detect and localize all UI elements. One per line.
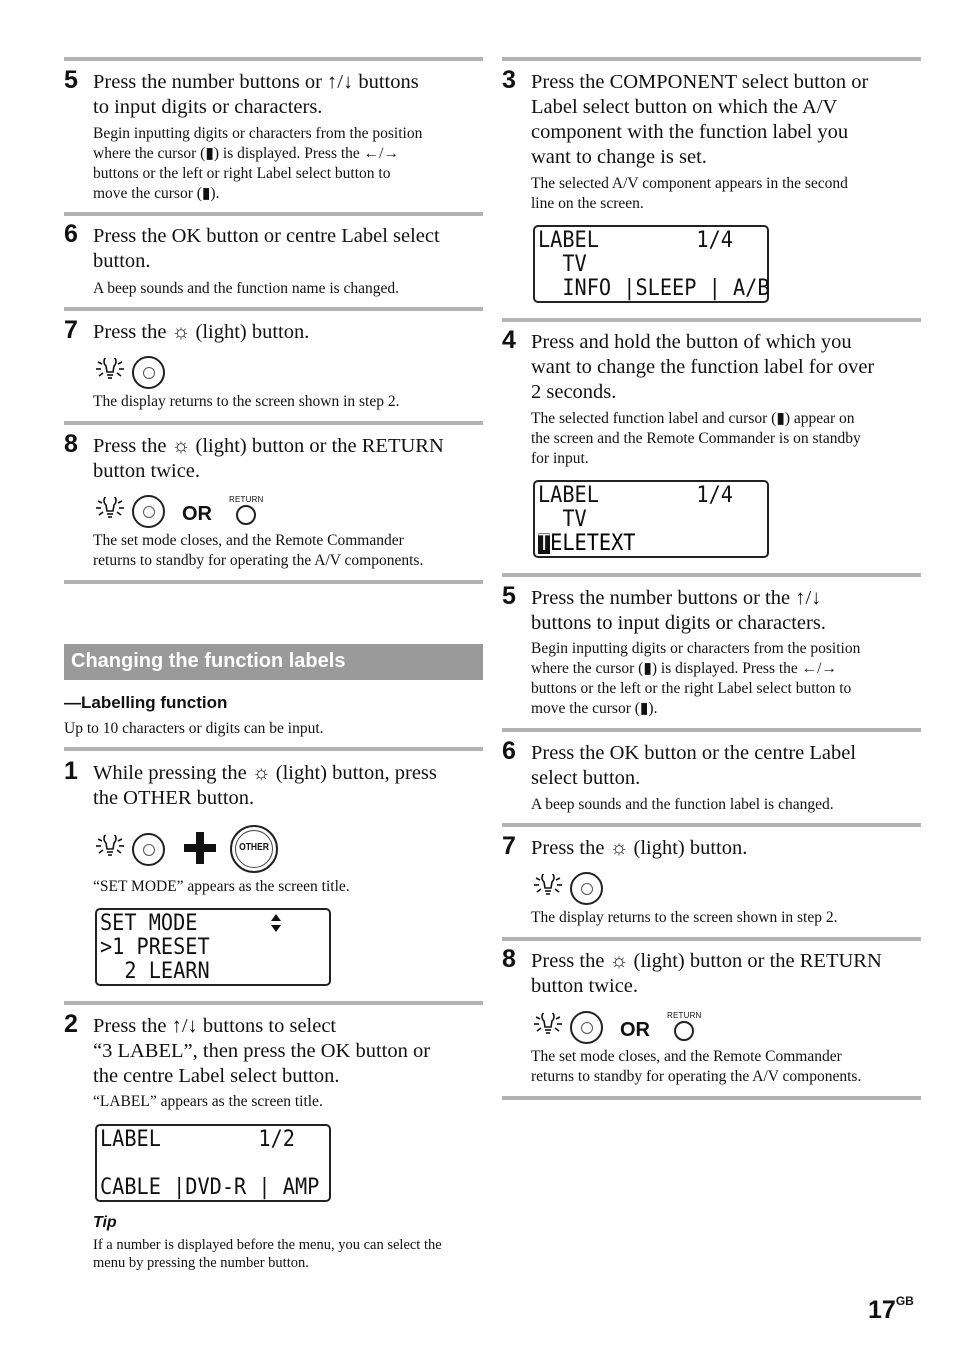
description-line: where the cursor (▮) is displayed. Press the ←/→ [531, 660, 837, 677]
instruction-line: Press the COMPONENT select button or [531, 71, 869, 93]
page-number [868, 1296, 914, 1325]
step-instruction [531, 836, 747, 861]
instruction-line: select button. [531, 767, 641, 789]
light-icon [94, 835, 126, 863]
step-description [531, 908, 838, 928]
lcd-screen [95, 908, 331, 986]
instruction-line: button twice. [531, 975, 639, 997]
step-instruction [93, 761, 437, 811]
description-line: A beep sounds and the function label is changed. [531, 796, 834, 813]
step-description [93, 1092, 323, 1112]
return-label: RETURN [229, 495, 264, 504]
step-instruction [531, 586, 826, 636]
description-line: where the cursor (▮) is displayed. Press the ←/→ [93, 145, 399, 162]
instruction-line: Press the ☼ (light) button or the RETURN [531, 950, 882, 972]
step-instruction [93, 434, 444, 484]
page-number-suffix: GB [895, 1294, 914, 1308]
divider [502, 823, 921, 827]
tip-heading: Tip [93, 1214, 117, 1231]
step-instruction [93, 320, 309, 345]
divider [64, 212, 483, 216]
step-description [93, 531, 423, 571]
instruction-line: Label select button on which the A/V [531, 96, 838, 118]
light-icon [532, 874, 564, 902]
step-instruction [531, 330, 874, 405]
divider [502, 728, 921, 732]
lcd-line: TV [538, 252, 587, 277]
instruction-line: Press the ☼ (light) button or the RETURN [93, 435, 444, 457]
instruction-line: component with the function label you [531, 121, 849, 143]
step-instruction [531, 949, 882, 999]
or-label: OR [620, 1019, 650, 1041]
light-button-icon [570, 872, 603, 905]
instruction-line: Press the number buttons or ↑/↓ buttons [93, 71, 419, 93]
light-button-icon [132, 833, 165, 866]
step-number: 6 [502, 737, 516, 765]
step-number: 8 [502, 945, 516, 973]
divider [502, 937, 921, 941]
lcd-screen [533, 225, 769, 303]
instruction-line: Press the ☼ (light) button. [93, 321, 310, 343]
description-line: “SET MODE” appears as the screen title. [93, 878, 350, 895]
page-number-value: 17 [868, 1296, 896, 1324]
step-description [531, 174, 848, 214]
step-instruction [531, 741, 856, 791]
lcd-line: LABEL 1/4 [538, 483, 733, 508]
description-line: move the cursor (▮). [531, 700, 658, 717]
return-label: RETURN [667, 1011, 702, 1020]
divider [64, 421, 483, 425]
step-number: 8 [64, 430, 78, 458]
tip-description [93, 1236, 442, 1272]
divider [502, 1096, 921, 1100]
light-icon [532, 1013, 564, 1041]
step-number: 5 [64, 66, 78, 94]
lcd-line: >1 PRESET [100, 935, 210, 960]
light-button-icon [570, 1011, 603, 1044]
instruction-line: While pressing the ☼ (light) button, press [93, 762, 437, 784]
description-line: If a number is displayed before the menu, you can select the [93, 1237, 442, 1253]
step-instruction [93, 70, 419, 120]
section-intro: Up to 10 characters or digits can be input. [64, 720, 324, 737]
lcd-line: LABEL 1/4 [538, 228, 733, 253]
instruction-line: buttons to input digits or characters. [531, 612, 826, 634]
instruction-line: button twice. [93, 460, 201, 482]
step-instruction [93, 1014, 430, 1089]
lcd-line: 2 LEARN [100, 959, 210, 984]
description-line: The selected function label and cursor (▮) appear on [531, 410, 855, 427]
step-instruction [93, 224, 440, 274]
step-description [531, 795, 834, 815]
description-line: Begin inputting digits or characters from the position [93, 125, 423, 142]
light-icon [94, 358, 126, 386]
instruction-line: the centre Label select button. [93, 1065, 340, 1087]
instruction-line: to input digits or characters. [93, 96, 323, 118]
step-number: 5 [502, 582, 516, 610]
instruction-line: Press and hold the button of which you [531, 331, 852, 353]
lcd-screen [95, 1124, 331, 1202]
divider [502, 573, 921, 577]
lcd-line: CABLE |DVD-R | AMP [100, 1175, 320, 1200]
instruction-line: want to change the function label for over [531, 356, 875, 378]
step-description [93, 279, 399, 299]
divider [64, 747, 483, 751]
lcd-line: TV [538, 507, 587, 532]
step-number: 4 [502, 326, 516, 354]
return-button-icon [674, 1021, 694, 1041]
description-line: The display returns to the screen shown in step 2. [531, 909, 838, 926]
section-subheading: —Labelling function [64, 693, 228, 712]
description-line: The display returns to the screen shown in step 2. [93, 393, 400, 410]
light-button-icon [132, 356, 165, 389]
description-line: “LABEL” appears as the screen title. [93, 1093, 323, 1110]
light-button-icon [132, 495, 165, 528]
lcd-screen [533, 480, 769, 558]
or-label: OR [182, 503, 212, 525]
step-number: 7 [502, 832, 516, 860]
description-line: line on the screen. [531, 195, 644, 212]
return-button-icon [236, 505, 256, 525]
up-down-arrow-icon [270, 914, 282, 932]
divider [502, 57, 921, 61]
description-line: menu by pressing the number button. [93, 1255, 309, 1271]
step-description [531, 639, 860, 719]
step-description [531, 409, 861, 469]
description-line: buttons or the left or the right Label select button to [531, 680, 852, 697]
instruction-line: 2 seconds. [531, 381, 617, 403]
description-line: buttons or the left or right Label select button to [93, 165, 391, 182]
instruction-line: Press the number buttons or the ↑/↓ [531, 587, 822, 609]
lcd-line: SET MODE [100, 911, 198, 936]
instruction-line: Press the ☼ (light) button. [531, 837, 748, 859]
step-description [93, 877, 350, 897]
instruction-line: want to change is set. [531, 146, 707, 168]
instruction-line: the OTHER button. [93, 787, 255, 809]
description-line: A beep sounds and the function name is changed. [93, 280, 400, 297]
step-number: 7 [64, 316, 78, 344]
description-line: the screen and the Remote Commander is on standby [531, 430, 861, 447]
description-line: The set mode closes, and the Remote Commander [531, 1048, 842, 1065]
divider [502, 318, 921, 322]
instruction-line: Press the ↑/↓ buttons to select [93, 1015, 337, 1037]
section-banner: Changing the function labels [64, 644, 483, 680]
step-description [93, 392, 400, 412]
instruction-line: button. [93, 250, 151, 272]
step-description [93, 124, 422, 204]
lcd-line: INFO |SLEEP | A/B [538, 276, 770, 301]
step-instruction [531, 70, 868, 170]
description-line: Begin inputting digits or characters from the position [531, 640, 861, 657]
instruction-line: “3 LABEL”, then press the OK button or [93, 1040, 431, 1062]
step-number: 2 [64, 1010, 78, 1038]
other-label: OTHER [239, 842, 269, 853]
description-line: The selected A/V component appears in the second [531, 175, 848, 192]
divider [64, 307, 483, 311]
step-number: 6 [64, 220, 78, 248]
divider [64, 580, 483, 584]
description-line: for input. [531, 450, 589, 467]
light-icon [94, 497, 126, 525]
other-button-icon [230, 825, 278, 873]
description-line: move the cursor (▮). [93, 185, 220, 202]
lcd-line: TELETEXT [538, 531, 636, 556]
lcd-line: LABEL 1/2 [100, 1127, 295, 1152]
description-line: The set mode closes, and the Remote Commander [93, 532, 404, 549]
step-number: 3 [502, 66, 516, 94]
plus-icon [182, 830, 218, 866]
divider [64, 1001, 483, 1005]
description-line: returns to standby for operating the A/V components. [531, 1068, 862, 1085]
description-line: returns to standby for operating the A/V components. [93, 552, 424, 569]
step-number: 1 [64, 757, 78, 785]
step-description [531, 1047, 861, 1087]
instruction-line: Press the OK button or centre Label select [93, 225, 440, 247]
divider [64, 57, 483, 61]
instruction-line: Press the OK button or the centre Label [531, 742, 857, 764]
